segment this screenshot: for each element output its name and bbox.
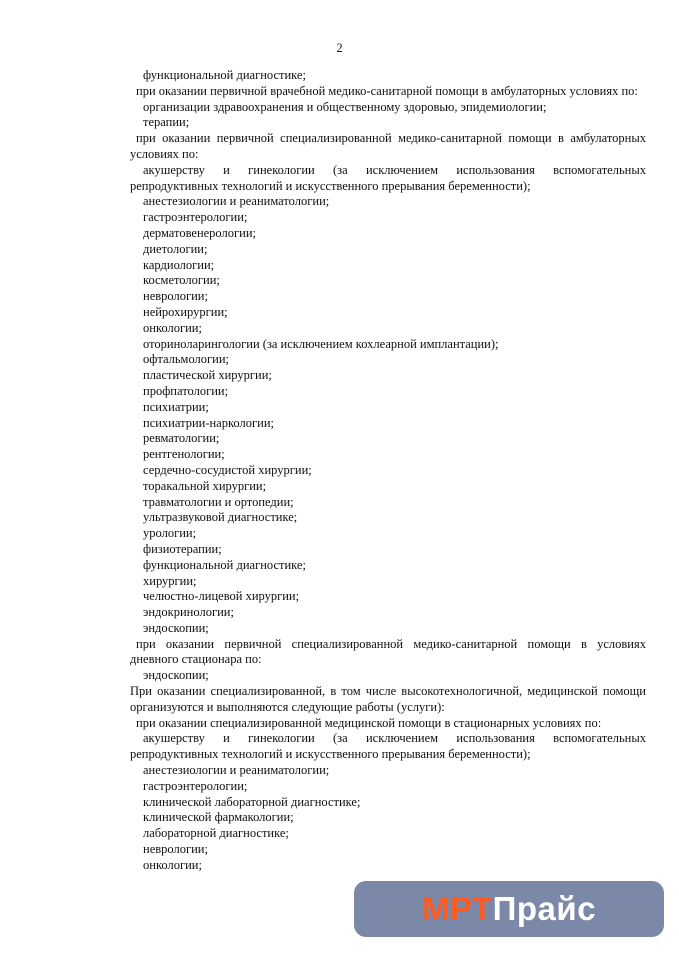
paragraph: травматологии и ортопедии; xyxy=(143,494,294,509)
paragraph: пластической хирургии; xyxy=(143,368,272,383)
paragraph: профпатологии; xyxy=(143,383,229,398)
paragraph: при оказании первичной врачебной медико-санитарной помощи в амбулаторных условиях по: xyxy=(136,83,638,98)
paragraph: терапии; xyxy=(143,115,190,130)
paragraph: ревматологии; xyxy=(143,431,220,446)
paragraph: неврологии; xyxy=(143,842,208,857)
paragraph: при оказании специализированной медицинской помощи в стационарных условиях по: xyxy=(136,715,602,730)
paragraph: офтальмологии; xyxy=(143,352,230,367)
document-body xyxy=(130,68,646,874)
paragraph: торакальной хирургии; xyxy=(143,478,267,493)
paragraph: функциональной диагностике; xyxy=(143,68,306,82)
paragraph: косметологии; xyxy=(143,273,220,288)
paragraph: дерматовенерологии; xyxy=(143,225,256,240)
paragraph: хирургии; xyxy=(143,573,197,588)
paragraph: эндоскопии; xyxy=(143,668,209,683)
paragraph: организации здравоохранения и общественному здоровью, эпидемиологии; xyxy=(143,99,547,114)
paragraph: неврологии; xyxy=(143,289,208,304)
watermark-text-price: Прайс xyxy=(492,890,597,927)
paragraph: акушерству и гинекологии (за исключением использования вспомогательных репродуктивных технологий и искусственного прерывания беременности); xyxy=(130,731,646,762)
paragraph: при оказании первичной специализированной медико-санитарной помощи в амбулаторных условиях по: xyxy=(130,131,646,161)
paragraph: психиатрии; xyxy=(143,399,209,414)
paragraph: онкологии; xyxy=(143,320,202,335)
paragraph: рентгенологии; xyxy=(143,447,225,462)
paragraph: При оказании специализированной, в том числе высокотехнологичной, медицинской помощи организуются и выполняются следующие работы (услуги): xyxy=(130,684,646,714)
paragraph: диетологии; xyxy=(143,241,208,256)
watermark-text-mrt: МРТ xyxy=(421,890,493,927)
paragraph: клинической фармакологии; xyxy=(143,810,294,825)
paragraph: оториноларингологии (за исключением кохлеарной имплантации); xyxy=(143,336,499,351)
paragraph: клинической лабораторной диагностике; xyxy=(143,794,361,809)
paragraph: урологии; xyxy=(143,526,197,541)
paragraph: эндоскопии; xyxy=(143,620,209,635)
paragraph: челюстно-лицевой хирургии; xyxy=(143,589,300,604)
paragraph: кардиологии; xyxy=(143,257,215,272)
paragraph: психиатрии-наркологии; xyxy=(143,415,274,430)
paragraph: функциональной диагностике; xyxy=(143,557,306,572)
paragraph: анестезиологии и реаниматологии; xyxy=(143,763,330,778)
paragraph: эндокринологии; xyxy=(143,605,234,620)
mrtprice-watermark-logo xyxy=(354,881,664,937)
paragraph: при оказании первичной специализированной медико-санитарной помощи в условиях дневного стационара по: xyxy=(130,636,646,667)
paragraph: лабораторной диагностике; xyxy=(143,826,289,841)
paragraph: онкологии; xyxy=(143,857,202,872)
paragraph: гастроэнтерологии; xyxy=(143,210,248,225)
paragraph: физиотерапии; xyxy=(143,541,222,556)
paragraph: гастроэнтерологии; xyxy=(143,778,248,793)
paragraph: акушерству и гинекологии (за исключением использования вспомогательных репродуктивных технологий и искусственного прерывания беременности); xyxy=(130,162,646,193)
paragraph: нейрохирургии; xyxy=(143,304,228,319)
paragraph: анестезиологии и реаниматологии; xyxy=(143,194,330,209)
paragraph: сердечно-сосудистой хирургии; xyxy=(143,462,312,477)
paragraph: ультразвуковой диагностике; xyxy=(143,510,298,525)
page-number: 2 xyxy=(336,41,343,55)
